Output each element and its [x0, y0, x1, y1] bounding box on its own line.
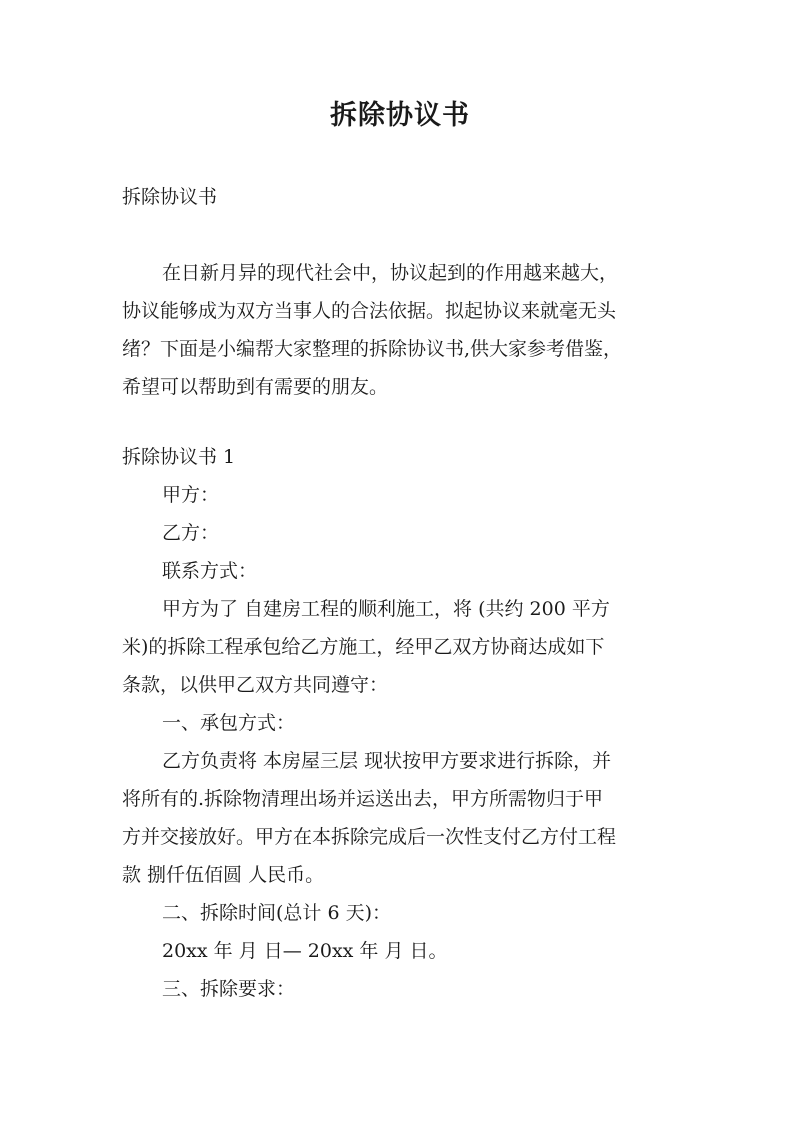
document-title: 拆除协议书 [330, 100, 470, 131]
purpose-line-3: 条款，以供甲乙双方共同遵守： [122, 674, 389, 696]
contact-label: 联系方式： [162, 560, 258, 582]
document-body [122, 178, 692, 1008]
party-b-label: 乙方： [162, 522, 220, 544]
clause-1-line-4: 款 捌仟伍佰圆 人民币。 [122, 864, 325, 886]
clause-1-line-1: 乙方负责将 本房屋三层 现状按甲方要求进行拆除，并 [162, 750, 612, 772]
document-subtitle: 拆除协议书 [122, 186, 218, 208]
clause-1-line-2: 将所有的.拆除物清理出场并运送出去，甲方所需物归于甲 [122, 788, 604, 810]
intro-line-4: 希望可以帮助到有需要的朋友。 [122, 376, 389, 398]
intro-line-2: 协议能够成为双方当事人的合法依据。拟起协议来就毫无头 [122, 300, 617, 322]
clause-1-heading: 一、承包方式： [162, 712, 296, 734]
party-a-label: 甲方： [162, 484, 220, 506]
clause-1-line-3: 方并交接放好。甲方在本拆除完成后一次性支付乙方付工程 [122, 826, 617, 848]
intro-line-1: 在日新月异的现代社会中，协议起到的作用越来越大， [162, 262, 619, 284]
intro-line-3: 绪？下面是小编帮大家整理的拆除协议书,供大家参考借鉴， [122, 338, 623, 360]
section-heading: 拆除协议书 1 [122, 446, 236, 468]
purpose-line-2: 米)的拆除工程承包给乙方施工，经甲乙双方协商达成如下 [122, 636, 605, 658]
clause-3-heading: 三、拆除要求： [162, 978, 296, 1000]
purpose-line-1: 甲方为了 自建房工程的顺利施工，将 (共约 200 平方 [162, 598, 610, 620]
clause-2-heading: 二、拆除时间(总计 6 天)： [162, 902, 391, 924]
clause-2-date: 20xx 年 月 日— 20xx 年 月 日。 [162, 940, 448, 962]
